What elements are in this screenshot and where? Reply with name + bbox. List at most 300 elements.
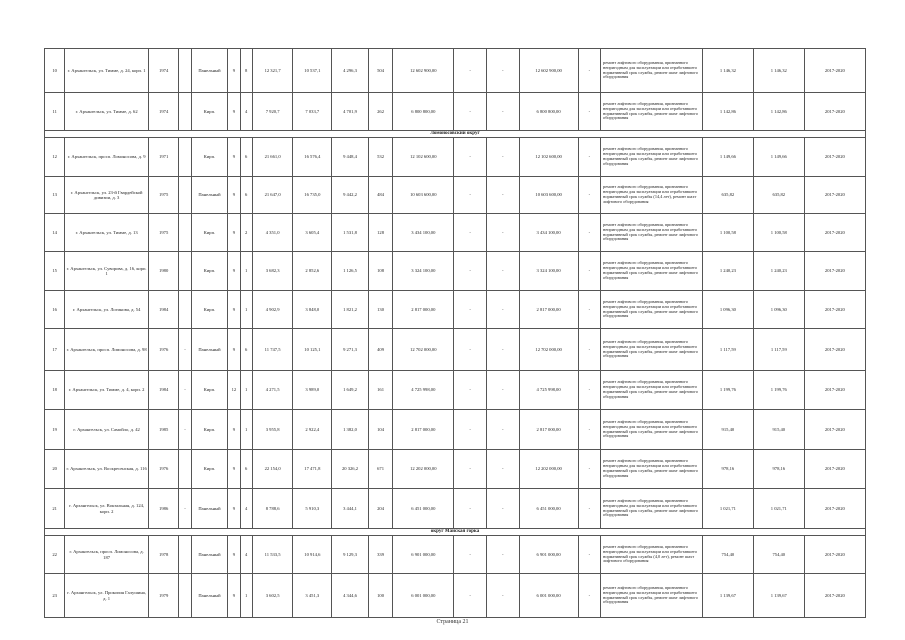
period-cell: 2017-2020 [804, 536, 865, 574]
area-res-cell: 2 852,6 [293, 252, 332, 291]
work-type-cell: ремонт лифтового оборудования, признанного непригодным для эксплуатации или отработавшего нормативный срок службы, ремонт шахт лифтового оборудования [601, 138, 703, 177]
year-cell: 1974 [148, 93, 179, 131]
cost-cell: 6 001 000,00 [393, 574, 454, 618]
c4-cell: - [578, 177, 600, 214]
address-cell: г. Архангельск, ул. Тимме, д. 4, корп. 2 [65, 371, 149, 410]
u2-cell: 1 021,71 [753, 489, 804, 529]
area-total-cell: 22 154,0 [252, 450, 293, 489]
area-other-cell: 4 701,9 [332, 93, 369, 131]
address-cell: г. Архангельск, ул. Воскресенская, д. 116 [65, 450, 149, 489]
people-cell: 339 [368, 536, 392, 574]
year-cell: 1984 [148, 371, 179, 410]
u2-cell: 1 100,58 [753, 214, 804, 252]
material-cell: Кирп. [191, 410, 228, 450]
floors-cell: 9 [228, 138, 240, 177]
material-cell: Кирп. [191, 93, 228, 131]
f-cell [179, 450, 191, 489]
people-cell: 409 [368, 329, 392, 371]
year-cell: 1984 [148, 291, 179, 329]
page-number: Страница 21 [436, 619, 469, 625]
area-other-cell: 1 382,0 [332, 410, 369, 450]
c4-cell: - [578, 410, 600, 450]
entr-cell: 1 [240, 371, 252, 410]
material-cell: Кирп. [191, 291, 228, 329]
c2-cell: - [486, 214, 519, 252]
period-cell: 2017-2020 [804, 574, 865, 618]
floors-cell: 9 [228, 489, 240, 529]
area-total-cell: 4 351,0 [252, 214, 293, 252]
area-total-cell: 12 321,7 [252, 49, 293, 93]
entr-cell: 6 [240, 138, 252, 177]
cost-cell: 6 800 800,00 [393, 93, 454, 131]
cost-cell: 2 817 000,00 [393, 291, 454, 329]
people-cell: 130 [368, 291, 392, 329]
table-section [45, 131, 866, 138]
u2-cell: 1 142,86 [753, 93, 804, 131]
people-cell: 161 [368, 371, 392, 410]
u2-cell: 1 149,66 [753, 138, 804, 177]
row-number: 21 [45, 489, 65, 529]
u2-cell: 915,40 [753, 410, 804, 450]
year-cell: 1975 [148, 214, 179, 252]
c4-cell: - [578, 49, 600, 93]
c2-cell: - [486, 93, 519, 131]
work-type-cell: ремонт лифтового оборудования, признанного непригодным для эксплуатации или отработавшего нормативный срок службы, ремонт шахт лифтового оборудования [601, 574, 703, 618]
area-other-cell: 1 649,2 [332, 371, 369, 410]
area-total-cell: 3 955,8 [252, 410, 293, 450]
u1-cell: 1 149,66 [702, 138, 753, 177]
u1-cell: 1 096,30 [702, 291, 753, 329]
area-res-cell: 3 848,0 [293, 291, 332, 329]
row-number: 22 [45, 536, 65, 574]
period-cell: 2017-2020 [804, 252, 865, 291]
address-cell: г. Архангельск, ул. Логинова, д. 54 [65, 291, 149, 329]
f-cell: - [179, 410, 191, 450]
address-cell: г. Архангельск, просп. Ломоносова, д. 9 [65, 138, 149, 177]
work-type-cell: ремонт лифтового оборудования, признанного непригодным для эксплуатации или отработавшего нормативный срок службы (14,4 лет), ремонт шахт лифтового оборудования [601, 177, 703, 214]
f-cell [179, 93, 191, 131]
period-cell: 2017-2020 [804, 410, 865, 450]
entr-cell: 4 [240, 93, 252, 131]
area-other-cell: 1 531,8 [332, 214, 369, 252]
material-cell: Панельный [191, 489, 228, 529]
floors-cell: 9 [228, 329, 240, 371]
material-cell: Кирп. [191, 450, 228, 489]
table-body-top [45, 49, 866, 131]
entr-cell: 6 [240, 450, 252, 489]
area-total-cell: 21 661,0 [252, 138, 293, 177]
u1-cell: 1 142,86 [702, 93, 753, 131]
f-cell: - [179, 329, 191, 371]
people-cell: 504 [368, 49, 392, 93]
u2-cell: 978,16 [753, 450, 804, 489]
year-cell: 1978 [148, 536, 179, 574]
period-cell: 2017-2020 [804, 93, 865, 131]
cost-cell: 12 602 900,00 [393, 49, 454, 93]
c3-cell: 6 001 000,00 [519, 574, 578, 618]
table-row [45, 329, 866, 371]
address-cell: г. Архангельск, ул. Тимме, д. 13 [65, 214, 149, 252]
area-res-cell: 7 033,7 [293, 93, 332, 131]
period-cell: 2017-2020 [804, 450, 865, 489]
c1-cell: - [454, 291, 487, 329]
u1-cell: 978,16 [702, 450, 753, 489]
cost-cell: 12 102 600,00 [393, 138, 454, 177]
u2-cell: 1 117,59 [753, 329, 804, 371]
address-cell: г. Архангельск, ул. Суворова, д. 16, корп. 1 [65, 252, 149, 291]
area-other-cell: 1 821,2 [332, 291, 369, 329]
address-cell: г. Архангельск, ул. Самойло, д. 42 [65, 410, 149, 450]
address-cell: г. Архангельск, ул. Вокзальная, д. 124, корп. 2 [65, 489, 149, 529]
c3-cell: 10 603 600,00 [519, 177, 578, 214]
u1-cell: 1 100,58 [702, 214, 753, 252]
area-total-cell: 8 788,6 [252, 489, 293, 529]
area-total-cell: 3 602,5 [252, 574, 293, 618]
u2-cell: 754,40 [753, 536, 804, 574]
f-cell [179, 214, 191, 252]
u1-cell: 1 199,76 [702, 371, 753, 410]
row-number: 11 [45, 93, 65, 131]
area-total-cell: 11 747,5 [252, 329, 293, 371]
row-number: 18 [45, 371, 65, 410]
cost-cell: 2 817 000,00 [393, 410, 454, 450]
c2-cell: - [486, 371, 519, 410]
work-type-cell: ремонт лифтового оборудования, признанного непригодным для эксплуатации или отработавшего нормативный срок службы, ремонт шахт лифтового оборудования [601, 214, 703, 252]
u2-cell: 1 240,23 [753, 252, 804, 291]
address-cell: г. Архангельск, ул. Прокопия Галушина, д. 1 [65, 574, 149, 618]
area-other-cell: 20 326,2 [332, 450, 369, 489]
c3-cell: 12 702 000,00 [519, 329, 578, 371]
entr-cell: 6 [240, 177, 252, 214]
c1-cell: - [454, 574, 487, 618]
u2-cell: 1 139,67 [753, 574, 804, 618]
year-cell: 1976 [148, 450, 179, 489]
entr-cell: 4 [240, 536, 252, 574]
table-row [45, 574, 866, 618]
area-total-cell: 4 902,9 [252, 291, 293, 329]
c2-cell: - [486, 291, 519, 329]
area-total-cell: 3 682,3 [252, 252, 293, 291]
row-number: 13 [45, 177, 65, 214]
c2-cell: - [486, 329, 519, 371]
people-cell: 104 [368, 410, 392, 450]
f-cell: - [179, 371, 191, 410]
c3-cell: 3 324 100,00 [519, 252, 578, 291]
section-header-lomonosovsky: Ломоносовский округ [45, 131, 866, 138]
c2-cell: - [486, 536, 519, 574]
c2-cell: - [486, 49, 519, 93]
area-res-cell: 5 910,3 [293, 489, 332, 529]
c3-cell: 12 202 000,00 [519, 450, 578, 489]
c2-cell: - [486, 252, 519, 291]
period-cell: 2017-2020 [804, 214, 865, 252]
material-cell: Кирп. [191, 371, 228, 410]
area-res-cell: 16 735,0 [293, 177, 332, 214]
work-type-cell: ремонт лифтового оборудования, признанного непригодным для эксплуатации или отработавшего нормативный срок службы, ремонт шахт лифтового оборудования [601, 49, 703, 93]
c4-cell: - [578, 371, 600, 410]
work-type-cell: ремонт лифтового оборудования, признанного непригодным для эксплуатации или отработавшего нормативный срок службы, ремонт шахт лифтового оборудования [601, 371, 703, 410]
entr-cell: 2 [240, 214, 252, 252]
period-cell: 2017-2020 [804, 329, 865, 371]
table-row [45, 450, 866, 489]
address-cell: г. Архангельск, просп. Ломоносова, д. 98 [65, 329, 149, 371]
table-row [45, 371, 866, 410]
cost-cell: 3 324 100,00 [393, 252, 454, 291]
section-header-mayskaya-gorka: округ Майская горка [45, 529, 866, 536]
work-type-cell: ремонт лифтового оборудования, признанного непригодным для эксплуатации или отработавшего нормативный срок службы, ремонт шахт лифтового оборудования [601, 410, 703, 450]
c4-cell: - [578, 291, 600, 329]
c4-cell: - [578, 252, 600, 291]
floors-cell: 9 [228, 410, 240, 450]
area-other-cell: 9 442,2 [332, 177, 369, 214]
c3-cell: 6 451 000,00 [519, 489, 578, 529]
u1-cell: 1 021,71 [702, 489, 753, 529]
u2-cell: 635,82 [753, 177, 804, 214]
table-row [45, 93, 866, 131]
work-type-cell: ремонт лифтового оборудования, признанного непригодным для эксплуатации или отработавшего нормативный срок службы, ремонт шахт лифтового оборудования [601, 450, 703, 489]
period-cell: 2017-2020 [804, 49, 865, 93]
c1-cell: - [454, 49, 487, 93]
area-res-cell: 2 922,4 [293, 410, 332, 450]
cost-cell: 6 451 000,00 [393, 489, 454, 529]
floors-cell: 9 [228, 214, 240, 252]
entr-cell: 1 [240, 291, 252, 329]
f-cell [179, 291, 191, 329]
c1-cell: - [454, 371, 487, 410]
people-cell: 532 [368, 138, 392, 177]
cost-cell: 6 901 000,00 [393, 536, 454, 574]
table-row [45, 214, 866, 252]
c4-cell: - [578, 214, 600, 252]
year-cell: 1974 [148, 49, 179, 93]
floors-cell: 9 [228, 291, 240, 329]
c3-cell: 12 102 600,00 [519, 138, 578, 177]
table-row [45, 536, 866, 574]
people-cell: 108 [368, 252, 392, 291]
address-cell: г. Архангельск, ул. Тимме, д. 62 [65, 93, 149, 131]
table-row [45, 291, 866, 329]
people-cell: 204 [368, 489, 392, 529]
f-cell: - [179, 489, 191, 529]
floors-cell: 12 [228, 371, 240, 410]
u1-cell: 1 139,67 [702, 574, 753, 618]
entr-cell: 6 [240, 329, 252, 371]
floors-cell: 9 [228, 450, 240, 489]
people-cell: 484 [368, 177, 392, 214]
u1-cell: 635,82 [702, 177, 753, 214]
floors-cell: 9 [228, 536, 240, 574]
area-res-cell: 3 451,3 [293, 574, 332, 618]
c2-cell: - [486, 177, 519, 214]
row-number: 20 [45, 450, 65, 489]
u1-cell: 1 240,23 [702, 252, 753, 291]
floors-cell: 9 [228, 574, 240, 618]
year-cell: 1976 [148, 329, 179, 371]
c1-cell: - [454, 138, 487, 177]
area-total-cell: 7 920,7 [252, 93, 293, 131]
material-cell: Кирп. [191, 214, 228, 252]
work-type-cell: ремонт лифтового оборудования, признанного непригодным для эксплуатации или отработавшего нормативный срок службы, ремонт шахт лифтового оборудования [601, 252, 703, 291]
floors-cell: 9 [228, 177, 240, 214]
people-cell: 128 [368, 214, 392, 252]
work-type-cell: ремонт лифтового оборудования, признанного непригодным для эксплуатации или отработавшего нормативный срок службы, ремонт шахт лифтового оборудования [601, 93, 703, 131]
floors-cell: 9 [228, 252, 240, 291]
row-number: 14 [45, 214, 65, 252]
year-cell: 1986 [148, 489, 179, 529]
area-other-cell: 4 344,6 [332, 574, 369, 618]
people-cell: 671 [368, 450, 392, 489]
year-cell: 1975 [148, 177, 179, 214]
f-cell [179, 49, 191, 93]
c4-cell: - [578, 329, 600, 371]
entr-cell: 1 [240, 410, 252, 450]
c4-cell: - [578, 536, 600, 574]
area-total-cell: 11 533,5 [252, 536, 293, 574]
c1-cell: - [454, 329, 487, 371]
f-cell [179, 536, 191, 574]
address-cell: г. Архангельск, просп. Ломоносова, д. 187 [65, 536, 149, 574]
area-total-cell: 21 647,0 [252, 177, 293, 214]
area-other-cell: 4 296,3 [332, 49, 369, 93]
f-cell [179, 574, 191, 618]
c3-cell: 6 901 000,00 [519, 536, 578, 574]
table-section [45, 529, 866, 536]
floors-cell: 9 [228, 49, 240, 93]
row-number: 17 [45, 329, 65, 371]
c1-cell: - [454, 177, 487, 214]
u1-cell: 915,40 [702, 410, 753, 450]
f-cell [179, 177, 191, 214]
row-number: 10 [45, 49, 65, 93]
c2-cell: - [486, 410, 519, 450]
table-row [45, 252, 866, 291]
area-other-cell: 9 271,3 [332, 329, 369, 371]
table-row [45, 49, 866, 93]
material-cell: Панельный [191, 574, 228, 618]
row-number: 23 [45, 574, 65, 618]
table-row [45, 177, 866, 214]
c4-cell: - [578, 489, 600, 529]
c2-cell: - [486, 450, 519, 489]
area-res-cell: 3 989,0 [293, 371, 332, 410]
address-cell: г. Архангельск, ул. Тимме, д. 24, корп. 1 [65, 49, 149, 93]
f-cell [179, 138, 191, 177]
period-cell: 2017-2020 [804, 291, 865, 329]
c3-cell: 2 817 000,00 [519, 410, 578, 450]
u2-cell: 1 146,32 [753, 49, 804, 93]
cost-cell: 3 434 100,00 [393, 214, 454, 252]
c4-cell: - [578, 450, 600, 489]
area-other-cell: 1 126,5 [332, 252, 369, 291]
entr-cell: 4 [240, 489, 252, 529]
c1-cell: - [454, 536, 487, 574]
c2-cell: - [486, 574, 519, 618]
c1-cell: - [454, 252, 487, 291]
area-other-cell: 3 444,1 [332, 489, 369, 529]
year-cell: 1979 [148, 574, 179, 618]
period-cell: 2017-2020 [804, 138, 865, 177]
material-cell: Панельный [191, 49, 228, 93]
year-cell: 1971 [148, 138, 179, 177]
cost-cell: 12 202 000,00 [393, 450, 454, 489]
work-type-cell: ремонт лифтового оборудования, признанного непригодным для эксплуатации или отработавшего нормативный срок службы, ремонт шахт лифтового оборудования [601, 329, 703, 371]
material-cell: Кирп. [191, 252, 228, 291]
people-cell: 100 [368, 574, 392, 618]
row-number: 12 [45, 138, 65, 177]
year-cell: 1980 [148, 252, 179, 291]
cost-cell: 10 603 600,00 [393, 177, 454, 214]
c4-cell: - [578, 93, 600, 131]
area-res-cell: 10 125,1 [293, 329, 332, 371]
row-number: 15 [45, 252, 65, 291]
area-res-cell: 17 471,8 [293, 450, 332, 489]
material-cell: Кирп. [191, 138, 228, 177]
year-cell: 1985 [148, 410, 179, 450]
f-cell [179, 252, 191, 291]
material-cell: Панельный [191, 536, 228, 574]
work-type-cell: ремонт лифтового оборудования, признанного непригодным для эксплуатации или отработавшего нормативный срок службы, ремонт шахт лифтового оборудования [601, 489, 703, 529]
c3-cell: 2 817 000,00 [519, 291, 578, 329]
u1-cell: 754,40 [702, 536, 753, 574]
area-res-cell: 16 576,4 [293, 138, 332, 177]
u1-cell: 1 117,59 [702, 329, 753, 371]
c1-cell: - [454, 410, 487, 450]
work-type-cell: ремонт лифтового оборудования, признанного непригодным для эксплуатации или отработавшего нормативный срок службы (4,0 лет), ремонт шахт лифтового оборудования [601, 536, 703, 574]
entr-cell: 1 [240, 574, 252, 618]
u2-cell: 1 199,76 [753, 371, 804, 410]
period-cell: 2017-2020 [804, 489, 865, 529]
area-other-cell: 9 448,4 [332, 138, 369, 177]
capital-repair-table [44, 48, 866, 618]
period-cell: 2017-2020 [804, 177, 865, 214]
entr-cell: 8 [240, 49, 252, 93]
c4-cell: - [578, 138, 600, 177]
c4-cell: - [578, 574, 600, 618]
c1-cell: - [454, 450, 487, 489]
table-body-middle [45, 138, 866, 529]
area-other-cell: 9 129,3 [332, 536, 369, 574]
c1-cell: - [454, 489, 487, 529]
area-res-cell: 10 537,1 [293, 49, 332, 93]
address-cell: г. Архангельск, ул. 23-й Гвардейской дивизии, д. 3 [65, 177, 149, 214]
c3-cell: 12 602 900,00 [519, 49, 578, 93]
row-number: 19 [45, 410, 65, 450]
people-cell: 262 [368, 93, 392, 131]
period-cell: 2017-2020 [804, 371, 865, 410]
cost-cell: 12 702 000,00 [393, 329, 454, 371]
u1-cell: 1 146,32 [702, 49, 753, 93]
c1-cell: - [454, 214, 487, 252]
material-cell: Панельный [191, 329, 228, 371]
area-res-cell: 10 914,6 [293, 536, 332, 574]
table-row [45, 410, 866, 450]
table-row [45, 138, 866, 177]
c3-cell: 6 800 800,00 [519, 93, 578, 131]
table-row [45, 489, 866, 529]
c2-cell: - [486, 138, 519, 177]
cost-cell: 4 725 998,00 [393, 371, 454, 410]
work-type-cell: ремонт лифтового оборудования, признанного непригодным для эксплуатации или отработавшего нормативный срок службы, ремонт шахт лифтового оборудования [601, 291, 703, 329]
area-total-cell: 4 271,5 [252, 371, 293, 410]
u2-cell: 1 096,30 [753, 291, 804, 329]
material-cell: Панельный [191, 177, 228, 214]
row-number: 16 [45, 291, 65, 329]
area-res-cell: 3 605,4 [293, 214, 332, 252]
c2-cell: - [486, 489, 519, 529]
c3-cell: 4 725 998,00 [519, 371, 578, 410]
table-body-bottom [45, 536, 866, 618]
c3-cell: 3 434 100,00 [519, 214, 578, 252]
